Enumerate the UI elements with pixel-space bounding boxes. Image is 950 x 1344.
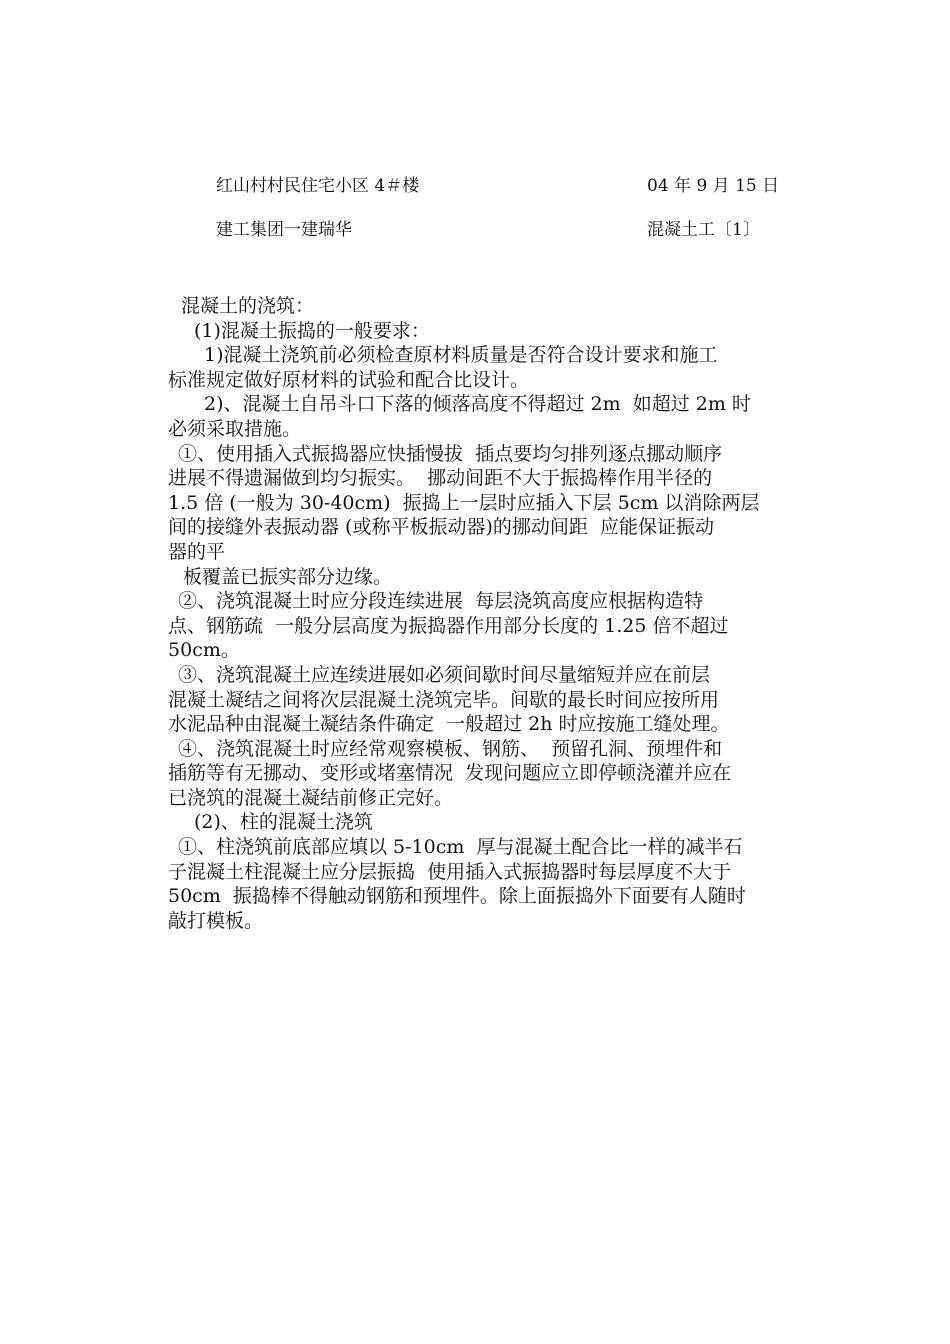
project-name: 红山村村民住宅小区 4＃楼 [216, 176, 420, 196]
paragraph-2-line-2: 必须采取措施。 [168, 417, 302, 440]
item-4-line-3: 已浇筑的混凝土凝结前修正完好。 [168, 786, 454, 809]
item-2-line-2: 点、钢筋疏 一般分层高度为振捣器作用部分长度的 1.25 倍不超过 [168, 614, 729, 637]
item-3-line-3: 水泥品种由混凝土凝结条件确定 一般超过 2h 时应按施工缝处理。 [168, 713, 730, 736]
header-row-2 [216, 219, 776, 241]
document-date: 04 年 9 月 15 日 [647, 176, 780, 196]
paragraph-1-line-2: 标准规定做好原材料的试验和配合比设计。 [168, 368, 530, 391]
item-5-line-4: 敲打模板。 [168, 909, 264, 932]
item-1-line-5: 器的平 [168, 540, 226, 563]
subsection-title-1: (1)混凝土振捣的一般要求： [194, 319, 430, 342]
item-1-line-4: 间的接缝外表振动器 (或称平板振动器)的挪动间距 应能保证振动 [168, 516, 714, 539]
paragraph-2-line-1: 2)、混凝土自吊斗口下落的倾落高度不得超过 2m 如超过 2m 时 [204, 393, 751, 416]
item-5-line-3: 50cm 振捣棒不得触动钢筋和预埋件。除上面振捣外下面要有人随时 [168, 885, 746, 908]
item-4-line-1: ④、浇筑混凝土时应经常观察模板、钢筋、 预留孔洞、预埋件和 [178, 737, 723, 760]
item-1-line-6: 板覆盖已振实部分边缘。 [183, 565, 393, 588]
paragraph-1-line-1: 1)混凝土浇筑前必须检查原材料质量是否符合设计要求和施工 [204, 344, 718, 367]
work-type: 混凝土工〔1〕 [647, 220, 760, 240]
item-1-line-2: 进展不得遗漏做到均匀振实。 挪动间距不大于振捣棒作用半径的 [168, 467, 713, 490]
item-2-line-1: ②、浇筑混凝土时应分段连续进展 每层浇筑高度应根据构造特 [178, 590, 704, 613]
item-1-line-3: 1.5 倍 (一般为 30-40cm) 振捣上一层时应插入下层 5cm 以消除两层 [168, 491, 760, 514]
header-row-1 [216, 175, 780, 197]
item-1-line-1: ①、使用插入式振捣器应快插慢拔 插点要均匀排列逐点挪动顺序 [178, 442, 723, 465]
item-4-line-2: 插筋等有无挪动、变形或堵塞情况 发现问题应立即停顿浇灌并应在 [168, 762, 732, 785]
company-name: 建工集团一建瑞华 [216, 220, 352, 240]
item-3-line-2: 混凝土凝结之间将次层混凝土浇筑完毕。间歇的最长时间应按所用 [168, 688, 720, 711]
item-5-line-2: 子混凝土柱混凝土应分层振捣 使用插入式振捣器时每层厚度不大于 [168, 860, 732, 883]
subsection-title-2: (2)、柱的混凝土浇筑 [194, 811, 373, 834]
item-5-line-1: ①、柱浇筑前底部应填以 5-10cm 厚与混凝土配合比一样的减半石 [178, 836, 743, 859]
section-title: 混凝土的浇筑： [181, 295, 315, 317]
document-body [168, 294, 834, 933]
item-3-line-1: ③、浇筑混凝土应连续进展如必须间歇时间尽量缩短并应在前层 [178, 663, 711, 686]
item-2-line-3: 50cm。 [168, 639, 240, 662]
